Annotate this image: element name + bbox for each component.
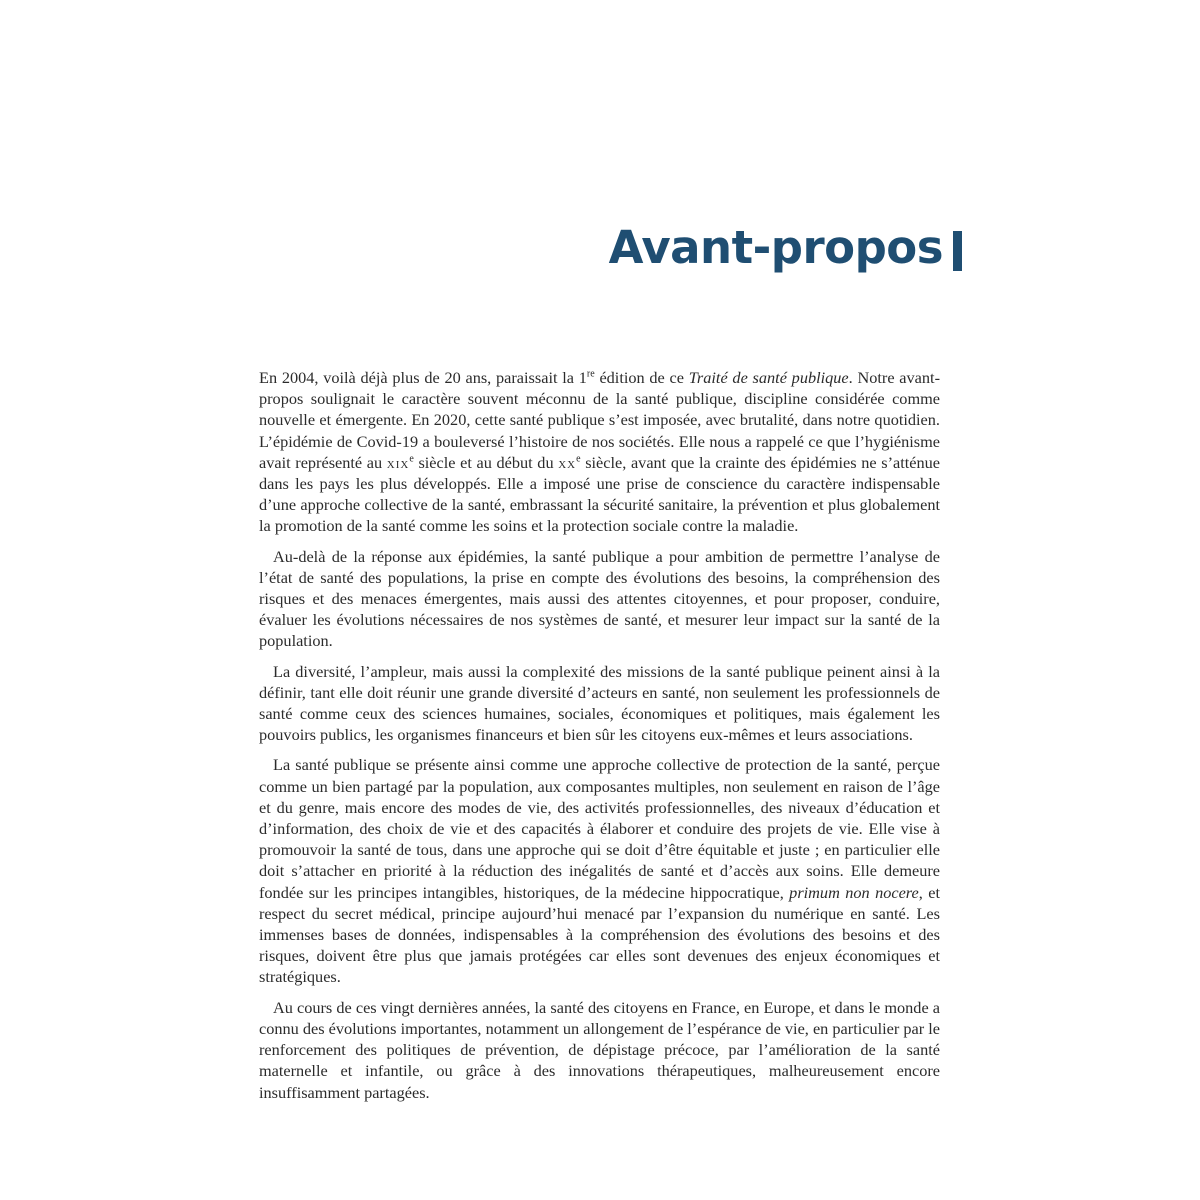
latin-phrase-italic: primum non nocere xyxy=(789,882,919,902)
paragraph-5: Au cours de ces vingt dernières années, la santé des citoyens en France, en Europe, et dans le monde a connu des évolutions importantes, notamment un allongement de l’espérance de vie, en particulier par le renforcement des politiques de prévention, de dépistage précoce, par l’amélioration de la santé maternelle et infantile, ou grâce à des innovations thérapeutiques, malheureusement encore insuffisamment partagées. xyxy=(259,997,940,1102)
text-run: La santé publique se présente ainsi comme une approche collective de protection de la santé, perçue comme un bien partagé par la population, aux composantes multiples, non seulement en raison de l’âge et du genre, mais encore des modes de vie, des activités professionnelles, des niveaux d’éducation et d’information, des choix de vie et des capacités à élaborer et conduire des projets de vie. Elle vise à promouvoir la santé de tous, dans une approche qui se doit d’être équitable et juste ; en particulier elle doit s’attacher en priorité à la réduction des inégalités de santé et d’accès aux soins. Elle demeure fondée sur les principes intangibles, historiques, de la médecine hippocratique, xyxy=(259,755,940,902)
century-numeral: xix xyxy=(386,452,410,472)
page-title: Avant-propos xyxy=(608,221,943,274)
title-accent-bar xyxy=(953,231,962,271)
text-run: . Notre avant-propos soulignait le caractère souvent méconnu de la santé publique, discipline considérée comme nouvelle et émergente. En 2020, cette santé publique s’est imposée, avec brutalité, dans notre quotidien. L’épidémie de Covid-19 a bouleversé l’histoire de nos sociétés. Elle nous a rappelé ce que l’hygiénisme avait représenté au xyxy=(259,368,940,472)
superscript: e xyxy=(409,453,414,465)
superscript: e xyxy=(576,453,581,465)
paragraph-1 xyxy=(259,367,940,537)
century-numeral: xx xyxy=(558,452,577,472)
text-run: , et respect du secret médical, principe aujourd’hui menacé par l’expansion du numérique en santé. Les immenses bases de données, indispensables à la compréhension des évolutions des besoins et des risques, doivent être plus que jamais protégées car elles sont devenues des enjeux économiques et stratégiques. xyxy=(259,882,940,987)
text-run: siècle, avant que la crainte des épidémies ne s’atténue dans les pays les plus développés. Elle a imposé une prise de conscience du caractère indispensable d’une approche collective de la santé, embrassant la sécurité sanitaire, la prévention et plus globalement la promotion de la santé comme les soins et la protection sociale contre la maladie. xyxy=(259,452,940,536)
body-text xyxy=(259,367,940,1112)
paragraph-3: La diversité, l’ampleur, mais aussi la complexité des missions de la santé publique peinent ainsi à la définir, tant elle doit réunir une grande diversité d’acteurs en santé, non seulement les professionnels de santé comme ceux des sciences humaines, sociales, économiques et politiques, mais également les pouvoirs publics, les organismes financeurs et bien sûr les citoyens eux-mêmes et leurs associations. xyxy=(259,661,940,745)
text-run: édition de ce xyxy=(594,368,689,387)
paragraph-2: Au-delà de la réponse aux épidémies, la santé publique a pour ambition de permettre l’analyse de l’état de santé des populations, la prise en compte des évolutions des besoins, la compréhension des risques et des menaces émergentes, mais aussi des attentes citoyennes, et pour proposer, conduire, évaluer les évolutions nécessaires de nos systèmes de santé, et mesurer leur impact sur la santé de la population. xyxy=(259,546,940,651)
book-title-italic: Traité de santé publique xyxy=(688,368,849,387)
text-run: En 2004, voilà déjà plus de 20 ans, paraissait la 1 xyxy=(259,368,587,387)
superscript: re xyxy=(586,368,595,380)
paragraph-4 xyxy=(259,754,940,987)
text-run: siècle et au début du xyxy=(413,452,559,472)
chapter-heading xyxy=(609,220,962,276)
